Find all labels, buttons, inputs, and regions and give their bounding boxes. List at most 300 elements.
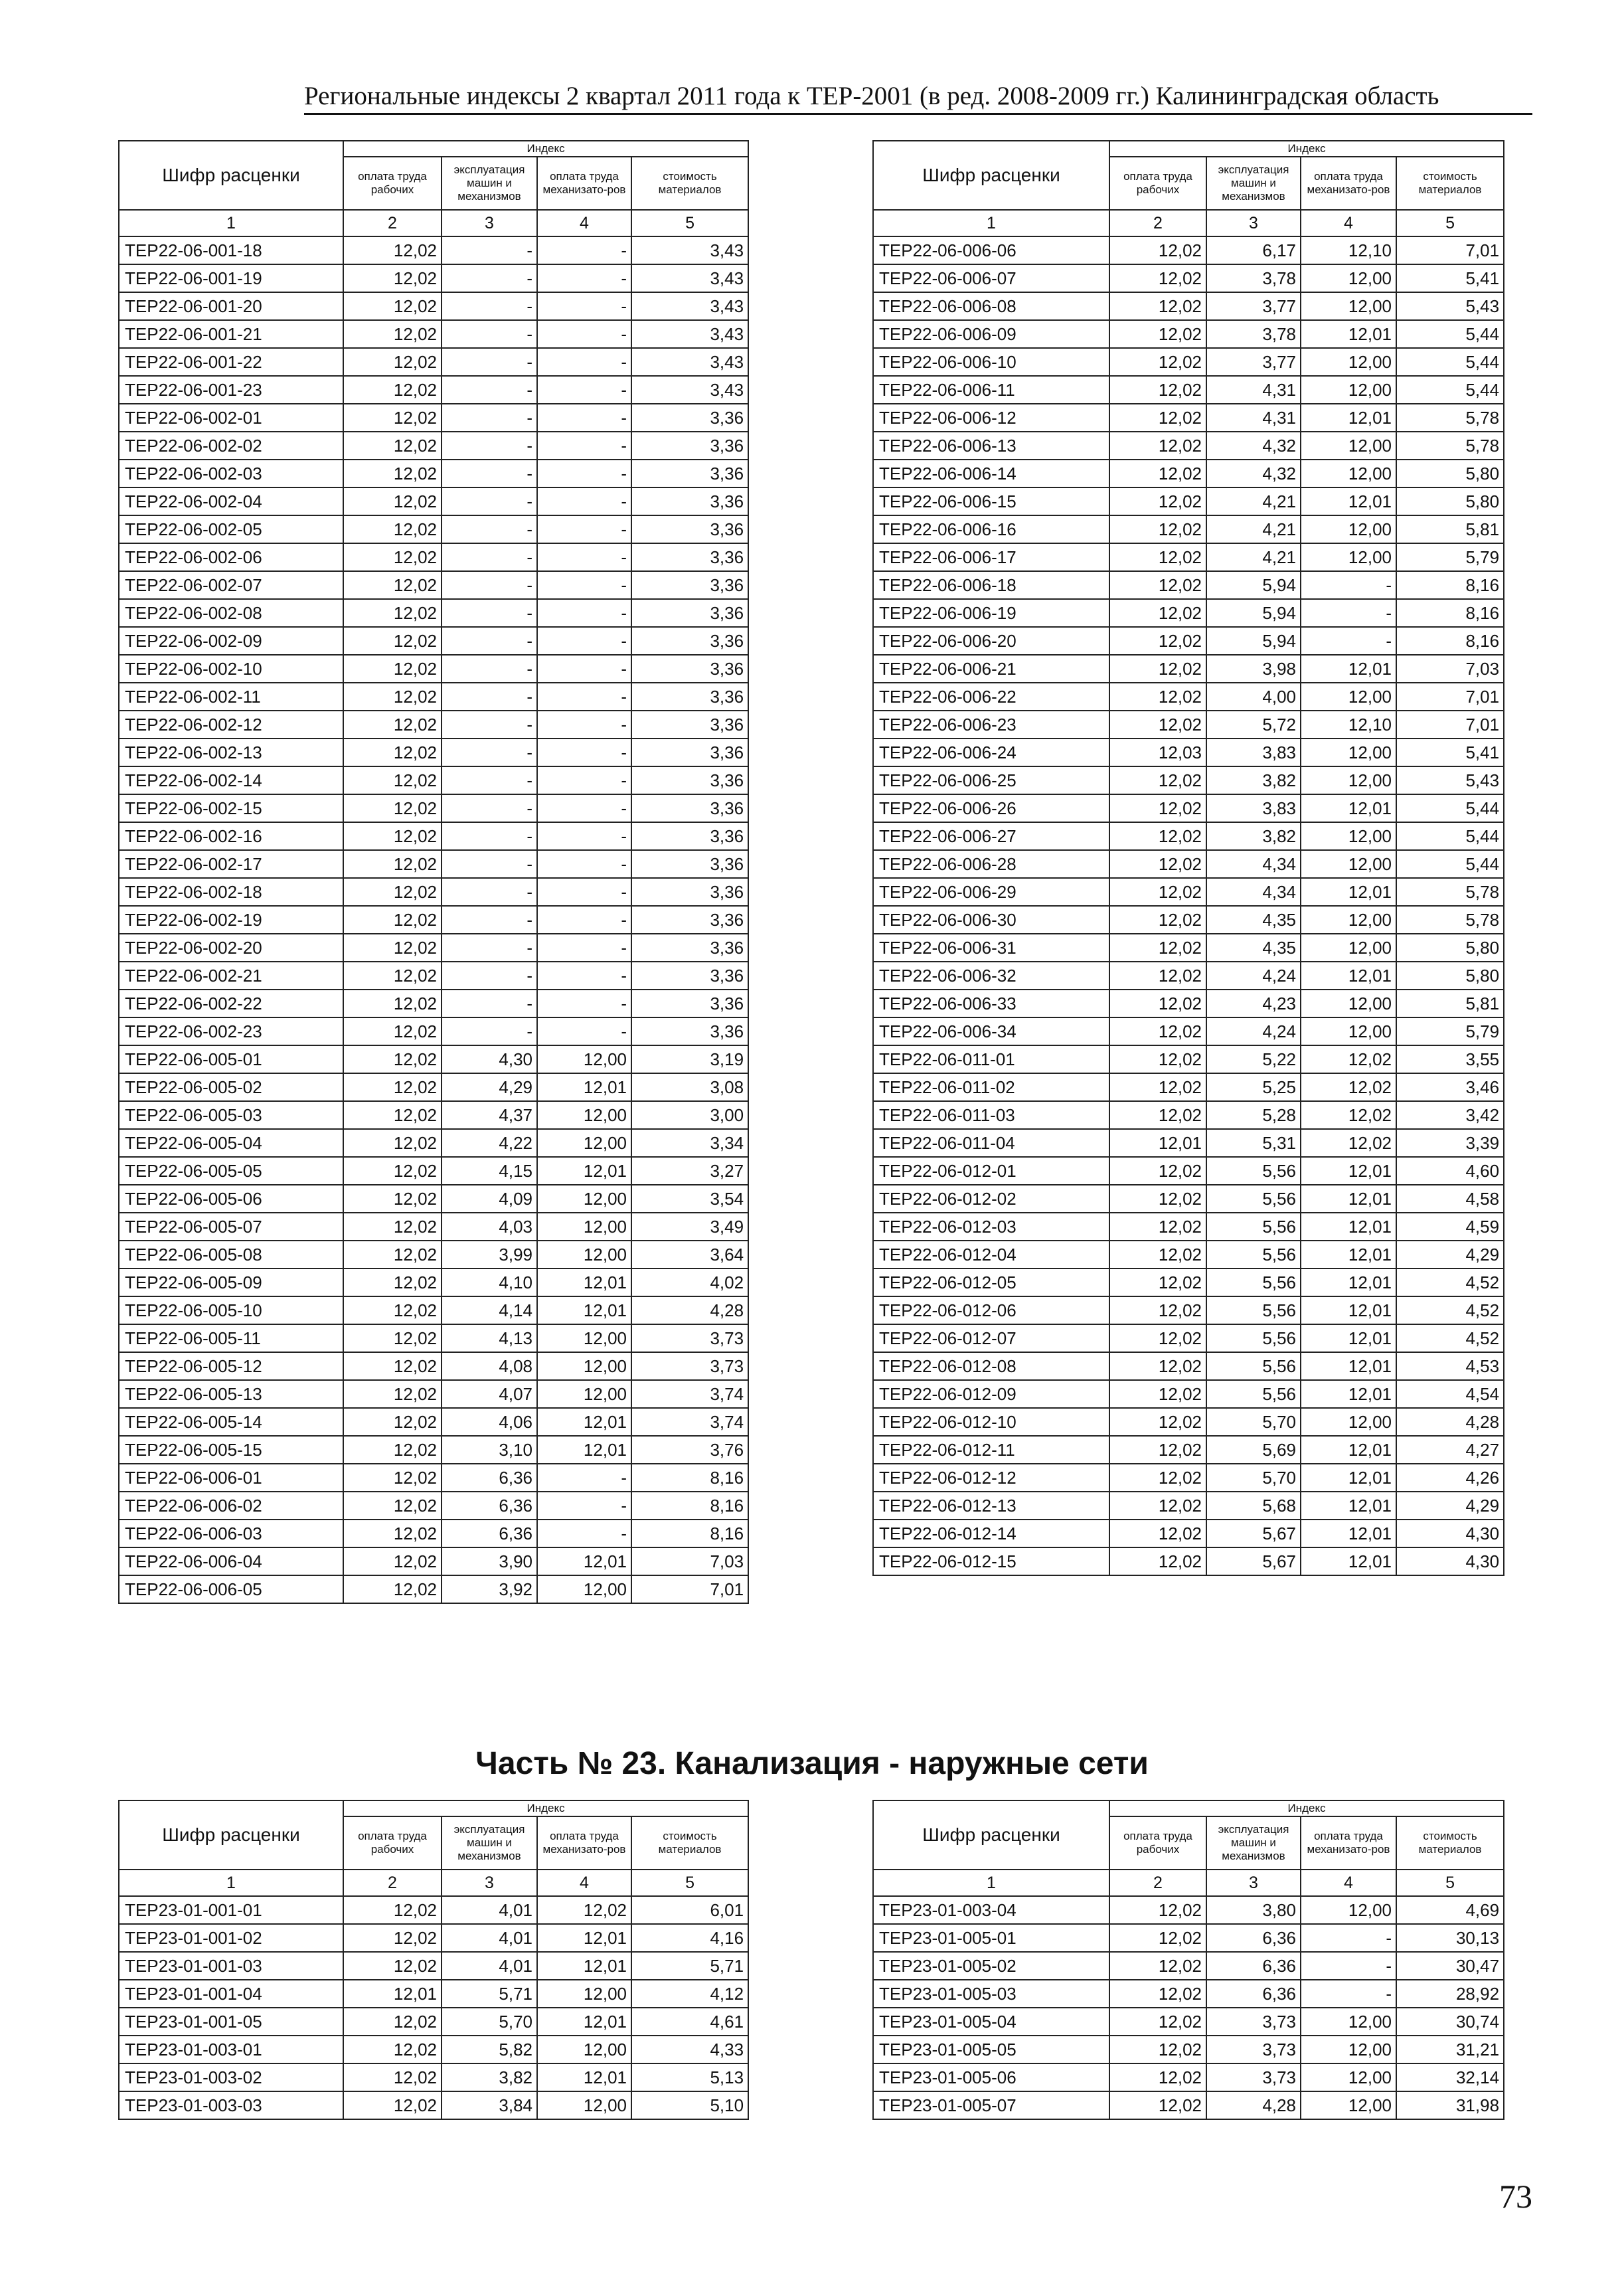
column-number: 1 bbox=[119, 1870, 343, 1896]
materials-index-cell: 4,27 bbox=[1396, 1436, 1504, 1464]
rate-code-cell: ТЕР22-06-002-20 bbox=[119, 934, 343, 962]
operators-index-cell: - bbox=[537, 822, 631, 850]
machines-index-cell: 3,82 bbox=[442, 2063, 537, 2091]
materials-index-cell: 3,36 bbox=[631, 878, 748, 906]
labor-index-cell: 12,02 bbox=[343, 320, 442, 348]
operators-index-cell: 12,00 bbox=[1301, 683, 1396, 711]
operators-index-cell: 12,00 bbox=[1301, 990, 1396, 1017]
rate-code-cell: ТЕР22-06-012-10 bbox=[873, 1408, 1109, 1436]
table-row bbox=[119, 990, 748, 1017]
column-number: 5 bbox=[1396, 1870, 1504, 1896]
materials-index-cell: 7,03 bbox=[1396, 655, 1504, 683]
header-number-row bbox=[873, 1870, 1504, 1896]
operators-index-cell: 12,00 bbox=[1301, 460, 1396, 487]
machines-index-cell: 4,07 bbox=[442, 1380, 537, 1408]
column-number: 4 bbox=[537, 1870, 631, 1896]
materials-index-cell: 3,43 bbox=[631, 236, 748, 264]
table-row bbox=[873, 2008, 1504, 2036]
labor-index-cell: 12,02 bbox=[1109, 1896, 1206, 1924]
labor-index-cell: 12,02 bbox=[1109, 599, 1206, 627]
materials-index-cell: 4,52 bbox=[1396, 1268, 1504, 1296]
table-row bbox=[873, 292, 1504, 320]
materials-index-cell: 3,36 bbox=[631, 990, 748, 1017]
rate-code-cell: ТЕР22-06-012-08 bbox=[873, 1352, 1109, 1380]
header-materials: стоимость материалов bbox=[631, 1816, 748, 1870]
materials-index-cell: 3,43 bbox=[631, 292, 748, 320]
labor-index-cell: 12,02 bbox=[343, 1575, 442, 1603]
labor-index-cell: 12,02 bbox=[1109, 236, 1206, 264]
rate-code-cell: ТЕР22-06-002-15 bbox=[119, 794, 343, 822]
operators-index-cell: 12,00 bbox=[537, 1352, 631, 1380]
labor-index-cell: 12,02 bbox=[1109, 1268, 1206, 1296]
labor-index-cell: 12,02 bbox=[343, 460, 442, 487]
machines-index-cell: - bbox=[442, 962, 537, 990]
labor-index-cell: 12,02 bbox=[343, 543, 442, 571]
column-number: 1 bbox=[873, 1870, 1109, 1896]
operators-index-cell: 12,00 bbox=[1301, 2008, 1396, 2036]
operators-index-cell: 12,10 bbox=[1301, 236, 1396, 264]
header-machines: эксплуатация машин и механизмов bbox=[442, 157, 537, 210]
section-title: Часть № 23. Канализация - наружные сети bbox=[475, 1746, 1149, 1781]
materials-index-cell: 7,03 bbox=[631, 1547, 748, 1575]
rate-code-cell: ТЕР22-06-012-05 bbox=[873, 1268, 1109, 1296]
table-row bbox=[119, 1157, 748, 1185]
machines-index-cell: 4,31 bbox=[1206, 376, 1301, 404]
table-row bbox=[119, 264, 748, 292]
machines-index-cell: 3,77 bbox=[1206, 292, 1301, 320]
column-number: 1 bbox=[119, 210, 343, 236]
labor-index-cell: 12,02 bbox=[343, 739, 442, 766]
operators-index-cell: - bbox=[537, 683, 631, 711]
machines-index-cell: 4,35 bbox=[1206, 934, 1301, 962]
table-row bbox=[873, 1017, 1504, 1045]
machines-index-cell: 5,56 bbox=[1206, 1268, 1301, 1296]
header-number-row bbox=[873, 210, 1504, 236]
table-row bbox=[873, 236, 1504, 264]
table-row bbox=[873, 1464, 1504, 1492]
labor-index-cell: 12,02 bbox=[343, 264, 442, 292]
operators-index-cell: 12,01 bbox=[1301, 320, 1396, 348]
machines-index-cell: 5,56 bbox=[1206, 1241, 1301, 1268]
materials-index-cell: 5,13 bbox=[631, 2063, 748, 2091]
labor-index-cell: 12,02 bbox=[1109, 1547, 1206, 1575]
materials-index-cell: 3,74 bbox=[631, 1380, 748, 1408]
table-row bbox=[873, 571, 1504, 599]
rate-code-cell: ТЕР22-06-006-10 bbox=[873, 348, 1109, 376]
operators-index-cell: - bbox=[537, 236, 631, 264]
table-row bbox=[119, 2036, 748, 2063]
labor-index-cell: 12,02 bbox=[1109, 1408, 1206, 1436]
operators-index-cell: 12,00 bbox=[537, 1380, 631, 1408]
rate-code-cell: ТЕР22-06-012-06 bbox=[873, 1296, 1109, 1324]
labor-index-cell: 12,02 bbox=[343, 1213, 442, 1241]
labor-index-cell: 12,02 bbox=[1109, 1241, 1206, 1268]
machines-index-cell: - bbox=[442, 1017, 537, 1045]
table-row bbox=[119, 878, 748, 906]
machines-index-cell: - bbox=[442, 627, 537, 655]
materials-index-cell: 3,36 bbox=[631, 432, 748, 460]
labor-index-cell: 12,02 bbox=[343, 850, 442, 878]
page-number: 73 bbox=[1499, 2178, 1532, 2215]
machines-index-cell: 4,13 bbox=[442, 1324, 537, 1352]
materials-index-cell: 3,46 bbox=[1396, 1073, 1504, 1101]
rate-code-cell: ТЕР22-06-006-26 bbox=[873, 794, 1109, 822]
materials-index-cell: 3,36 bbox=[631, 515, 748, 543]
machines-index-cell: 4,00 bbox=[1206, 683, 1301, 711]
operators-index-cell: 12,01 bbox=[1301, 1268, 1396, 1296]
machines-index-cell: 4,31 bbox=[1206, 404, 1301, 432]
table-row bbox=[119, 1045, 748, 1073]
operators-index-cell: 12,00 bbox=[1301, 766, 1396, 794]
labor-index-cell: 12,02 bbox=[343, 766, 442, 794]
labor-index-cell: 12,02 bbox=[1109, 1296, 1206, 1324]
table-row bbox=[119, 1408, 748, 1436]
materials-index-cell: 3,27 bbox=[631, 1157, 748, 1185]
labor-index-cell: 12,02 bbox=[343, 1896, 442, 1924]
header-row bbox=[119, 141, 748, 157]
machines-index-cell: 6,36 bbox=[1206, 1980, 1301, 2008]
machines-index-cell: 5,94 bbox=[1206, 599, 1301, 627]
operators-index-cell: 12,01 bbox=[537, 2008, 631, 2036]
operators-index-cell: 12,01 bbox=[537, 2063, 631, 2091]
rate-table-part22-right bbox=[872, 140, 1504, 1576]
materials-index-cell: 3,34 bbox=[631, 1129, 748, 1157]
table-row bbox=[119, 1547, 748, 1575]
machines-index-cell: 5,71 bbox=[442, 1980, 537, 2008]
operators-index-cell: - bbox=[537, 432, 631, 460]
materials-index-cell: 5,80 bbox=[1396, 934, 1504, 962]
materials-index-cell: 3,36 bbox=[631, 711, 748, 739]
table-row bbox=[873, 2036, 1504, 2063]
rate-code-cell: ТЕР22-06-006-03 bbox=[119, 1520, 343, 1547]
machines-index-cell: 6,36 bbox=[1206, 1924, 1301, 1952]
machines-index-cell: 4,14 bbox=[442, 1296, 537, 1324]
materials-index-cell: 5,44 bbox=[1396, 794, 1504, 822]
operators-index-cell: 12,01 bbox=[1301, 1185, 1396, 1213]
operators-index-cell: - bbox=[537, 655, 631, 683]
header-index: Индекс bbox=[343, 1800, 748, 1816]
machines-index-cell: 5,67 bbox=[1206, 1520, 1301, 1547]
rate-table-part23-left bbox=[118, 1800, 749, 2120]
header-code: Шифр расценки bbox=[119, 1800, 343, 1870]
materials-index-cell: 5,43 bbox=[1396, 292, 1504, 320]
materials-index-cell: 4,02 bbox=[631, 1268, 748, 1296]
header-machines: эксплуатация машин и механизмов bbox=[442, 1816, 537, 1870]
rate-code-cell: ТЕР22-06-005-03 bbox=[119, 1101, 343, 1129]
operators-index-cell: 12,00 bbox=[1301, 376, 1396, 404]
operators-index-cell: - bbox=[537, 850, 631, 878]
table-row bbox=[873, 376, 1504, 404]
machines-index-cell: 4,22 bbox=[442, 1129, 537, 1157]
header-row bbox=[873, 141, 1504, 157]
labor-index-cell: 12,02 bbox=[343, 599, 442, 627]
operators-index-cell: - bbox=[537, 320, 631, 348]
labor-index-cell: 12,01 bbox=[343, 1980, 442, 2008]
table-row bbox=[873, 850, 1504, 878]
machines-index-cell: 5,22 bbox=[1206, 1045, 1301, 1073]
materials-index-cell: 5,71 bbox=[631, 1952, 748, 1980]
materials-index-cell: 3,36 bbox=[631, 906, 748, 934]
labor-index-cell: 12,02 bbox=[1109, 1352, 1206, 1380]
operators-index-cell: 12,01 bbox=[537, 1547, 631, 1575]
machines-index-cell: 4,28 bbox=[1206, 2091, 1301, 2119]
rate-code-cell: ТЕР22-06-005-08 bbox=[119, 1241, 343, 1268]
operators-index-cell: - bbox=[537, 711, 631, 739]
machines-index-cell: - bbox=[442, 543, 537, 571]
operators-index-cell: 12,01 bbox=[537, 1296, 631, 1324]
rate-code-cell: ТЕР22-06-005-04 bbox=[119, 1129, 343, 1157]
machines-index-cell: 4,21 bbox=[1206, 487, 1301, 515]
rate-code-cell: ТЕР22-06-005-15 bbox=[119, 1436, 343, 1464]
operators-index-cell: - bbox=[537, 460, 631, 487]
table-row bbox=[873, 515, 1504, 543]
table-row bbox=[119, 1924, 748, 1952]
labor-index-cell: 12,02 bbox=[343, 2063, 442, 2091]
table-row bbox=[119, 962, 748, 990]
operators-index-cell: 12,00 bbox=[537, 2091, 631, 2119]
rate-code-cell: ТЕР22-06-006-31 bbox=[873, 934, 1109, 962]
machines-index-cell: 5,70 bbox=[1206, 1408, 1301, 1436]
table-row bbox=[119, 822, 748, 850]
machines-index-cell: 3,83 bbox=[1206, 739, 1301, 766]
rate-code-cell: ТЕР22-06-005-14 bbox=[119, 1408, 343, 1436]
machines-index-cell: 4,01 bbox=[442, 1952, 537, 1980]
machines-index-cell: - bbox=[442, 348, 537, 376]
labor-index-cell: 12,02 bbox=[1109, 822, 1206, 850]
rate-code-cell: ТЕР22-06-002-09 bbox=[119, 627, 343, 655]
rate-code-cell: ТЕР23-01-005-06 bbox=[873, 2063, 1109, 2091]
operators-index-cell: 12,10 bbox=[1301, 711, 1396, 739]
materials-index-cell: 8,16 bbox=[1396, 599, 1504, 627]
rate-code-cell: ТЕР22-06-005-13 bbox=[119, 1380, 343, 1408]
operators-index-cell: 12,00 bbox=[1301, 2036, 1396, 2063]
operators-index-cell: 12,01 bbox=[537, 1924, 631, 1952]
header-code: Шифр расценки bbox=[119, 141, 343, 210]
rate-code-cell: ТЕР22-06-001-19 bbox=[119, 264, 343, 292]
labor-index-cell: 12,02 bbox=[1109, 571, 1206, 599]
operators-index-cell: 12,02 bbox=[1301, 1101, 1396, 1129]
labor-index-cell: 12,02 bbox=[1109, 1380, 1206, 1408]
machines-index-cell: 3,92 bbox=[442, 1575, 537, 1603]
labor-index-cell: 12,02 bbox=[1109, 292, 1206, 320]
rate-code-cell: ТЕР22-06-006-22 bbox=[873, 683, 1109, 711]
header-materials: стоимость материалов bbox=[1396, 1816, 1504, 1870]
column-number: 3 bbox=[1206, 1870, 1301, 1896]
machines-index-cell: 5,56 bbox=[1206, 1185, 1301, 1213]
labor-index-cell: 12,02 bbox=[1109, 376, 1206, 404]
rate-code-cell: ТЕР23-01-003-01 bbox=[119, 2036, 343, 2063]
labor-index-cell: 12,02 bbox=[343, 1157, 442, 1185]
table-row bbox=[119, 1129, 748, 1157]
rate-code-cell: ТЕР22-06-011-04 bbox=[873, 1129, 1109, 1157]
table-row bbox=[119, 1520, 748, 1547]
operators-index-cell: - bbox=[537, 348, 631, 376]
labor-index-cell: 12,02 bbox=[343, 432, 442, 460]
operators-index-cell: 12,00 bbox=[537, 1980, 631, 2008]
materials-index-cell: 3,76 bbox=[631, 1436, 748, 1464]
machines-index-cell: - bbox=[442, 264, 537, 292]
table-row bbox=[119, 1101, 748, 1129]
machines-index-cell: - bbox=[442, 376, 537, 404]
table-row bbox=[873, 962, 1504, 990]
labor-index-cell: 12,02 bbox=[343, 1129, 442, 1157]
materials-index-cell: 4,61 bbox=[631, 2008, 748, 2036]
rate-code-cell: ТЕР22-06-002-18 bbox=[119, 878, 343, 906]
table-row bbox=[873, 1324, 1504, 1352]
materials-index-cell: 3,19 bbox=[631, 1045, 748, 1073]
labor-index-cell: 12,02 bbox=[343, 1380, 442, 1408]
labor-index-cell: 12,02 bbox=[343, 822, 442, 850]
column-number: 2 bbox=[343, 1870, 442, 1896]
materials-index-cell: 5,81 bbox=[1396, 515, 1504, 543]
materials-index-cell: 5,10 bbox=[631, 2091, 748, 2119]
machines-index-cell: 5,56 bbox=[1206, 1213, 1301, 1241]
labor-index-cell: 12,02 bbox=[343, 1408, 442, 1436]
table-row bbox=[119, 906, 748, 934]
materials-index-cell: 3,36 bbox=[631, 1017, 748, 1045]
labor-index-cell: 12,02 bbox=[1109, 766, 1206, 794]
table-row bbox=[119, 2063, 748, 2091]
materials-index-cell: 3,36 bbox=[631, 627, 748, 655]
materials-index-cell: 5,41 bbox=[1396, 264, 1504, 292]
labor-index-cell: 12,02 bbox=[1109, 1157, 1206, 1185]
rate-code-cell: ТЕР22-06-002-06 bbox=[119, 543, 343, 571]
operators-index-cell: 12,01 bbox=[1301, 878, 1396, 906]
rate-code-cell: ТЕР22-06-002-08 bbox=[119, 599, 343, 627]
rate-code-cell: ТЕР22-06-006-30 bbox=[873, 906, 1109, 934]
header-number-row bbox=[119, 1870, 748, 1896]
table-row bbox=[119, 766, 748, 794]
header-number-row bbox=[119, 210, 748, 236]
rate-code-cell: ТЕР22-06-006-27 bbox=[873, 822, 1109, 850]
operators-index-cell: 12,00 bbox=[537, 1129, 631, 1157]
table-row bbox=[119, 487, 748, 515]
machines-index-cell: 4,06 bbox=[442, 1408, 537, 1436]
rate-code-cell: ТЕР22-06-006-02 bbox=[119, 1492, 343, 1520]
operators-index-cell: 12,00 bbox=[537, 1324, 631, 1352]
labor-index-cell: 12,02 bbox=[1109, 1324, 1206, 1352]
table-row bbox=[873, 1268, 1504, 1296]
machines-index-cell: 5,72 bbox=[1206, 711, 1301, 739]
column-number: 4 bbox=[537, 210, 631, 236]
machines-index-cell: 4,29 bbox=[442, 1073, 537, 1101]
operators-index-cell: - bbox=[537, 264, 631, 292]
rate-code-cell: ТЕР22-06-005-02 bbox=[119, 1073, 343, 1101]
rate-code-cell: ТЕР22-06-011-01 bbox=[873, 1045, 1109, 1073]
rate-code-cell: ТЕР22-06-005-01 bbox=[119, 1045, 343, 1073]
machines-index-cell: 3,90 bbox=[442, 1547, 537, 1575]
machines-index-cell: 4,01 bbox=[442, 1924, 537, 1952]
machines-index-cell: 5,28 bbox=[1206, 1101, 1301, 1129]
materials-index-cell: 4,30 bbox=[1396, 1520, 1504, 1547]
materials-index-cell: 4,54 bbox=[1396, 1380, 1504, 1408]
rate-code-cell: ТЕР22-06-006-13 bbox=[873, 432, 1109, 460]
operators-index-cell: - bbox=[1301, 1952, 1396, 1980]
table-row bbox=[119, 348, 748, 376]
rate-code-cell: ТЕР22-06-011-03 bbox=[873, 1101, 1109, 1129]
rate-code-cell: ТЕР22-06-006-12 bbox=[873, 404, 1109, 432]
materials-index-cell: 8,16 bbox=[631, 1464, 748, 1492]
labor-index-cell: 12,02 bbox=[1109, 432, 1206, 460]
table-row bbox=[873, 1380, 1504, 1408]
machines-index-cell: 5,68 bbox=[1206, 1492, 1301, 1520]
labor-index-cell: 12,02 bbox=[343, 1073, 442, 1101]
table-row bbox=[873, 878, 1504, 906]
machines-index-cell: 6,17 bbox=[1206, 236, 1301, 264]
operators-index-cell: 12,00 bbox=[1301, 1896, 1396, 1924]
table-row bbox=[119, 543, 748, 571]
table-row bbox=[873, 1408, 1504, 1436]
rate-code-cell: ТЕР22-06-012-09 bbox=[873, 1380, 1109, 1408]
machines-index-cell: 4,32 bbox=[1206, 432, 1301, 460]
machines-index-cell: 3,73 bbox=[1206, 2036, 1301, 2063]
rate-code-cell: ТЕР22-06-001-23 bbox=[119, 376, 343, 404]
machines-index-cell: 4,24 bbox=[1206, 1017, 1301, 1045]
table-row bbox=[119, 515, 748, 543]
table-row bbox=[873, 822, 1504, 850]
labor-index-cell: 12,02 bbox=[343, 1547, 442, 1575]
materials-index-cell: 4,69 bbox=[1396, 1896, 1504, 1924]
labor-index-cell: 12,02 bbox=[1109, 655, 1206, 683]
materials-index-cell: 5,81 bbox=[1396, 990, 1504, 1017]
machines-index-cell: - bbox=[442, 822, 537, 850]
table-row bbox=[119, 1436, 748, 1464]
rate-code-cell: ТЕР22-06-006-17 bbox=[873, 543, 1109, 571]
labor-index-cell: 12,02 bbox=[1109, 711, 1206, 739]
materials-index-cell: 5,44 bbox=[1396, 822, 1504, 850]
rate-code-cell: ТЕР23-01-005-01 bbox=[873, 1924, 1109, 1952]
rate-code-cell: ТЕР22-06-002-04 bbox=[119, 487, 343, 515]
labor-index-cell: 12,02 bbox=[343, 655, 442, 683]
materials-index-cell: 3,42 bbox=[1396, 1101, 1504, 1129]
labor-index-cell: 12,02 bbox=[343, 292, 442, 320]
rate-code-cell: ТЕР23-01-005-05 bbox=[873, 2036, 1109, 2063]
machines-index-cell: 5,94 bbox=[1206, 627, 1301, 655]
materials-index-cell: 4,29 bbox=[1396, 1492, 1504, 1520]
machines-index-cell: - bbox=[442, 487, 537, 515]
table-row bbox=[873, 711, 1504, 739]
labor-index-cell: 12,02 bbox=[343, 1045, 442, 1073]
materials-index-cell: 5,80 bbox=[1396, 460, 1504, 487]
operators-index-cell: - bbox=[537, 794, 631, 822]
table-row bbox=[119, 236, 748, 264]
table-row bbox=[873, 1129, 1504, 1157]
operators-index-cell: 12,01 bbox=[1301, 1157, 1396, 1185]
rate-code-cell: ТЕР22-06-005-09 bbox=[119, 1268, 343, 1296]
labor-index-cell: 12,02 bbox=[343, 711, 442, 739]
table-row bbox=[873, 794, 1504, 822]
header-row bbox=[873, 1800, 1504, 1816]
rate-code-cell: ТЕР22-06-002-16 bbox=[119, 822, 343, 850]
materials-index-cell: 4,58 bbox=[1396, 1185, 1504, 1213]
table-row bbox=[873, 1980, 1504, 2008]
labor-index-cell: 12,02 bbox=[1109, 2063, 1206, 2091]
header-materials: стоимость материалов bbox=[631, 157, 748, 210]
table-row bbox=[119, 2008, 748, 2036]
materials-index-cell: 4,53 bbox=[1396, 1352, 1504, 1380]
rate-code-cell: ТЕР22-06-006-24 bbox=[873, 739, 1109, 766]
materials-index-cell: 7,01 bbox=[1396, 711, 1504, 739]
labor-index-cell: 12,02 bbox=[1109, 906, 1206, 934]
labor-index-cell: 12,02 bbox=[1109, 487, 1206, 515]
labor-index-cell: 12,02 bbox=[1109, 1436, 1206, 1464]
rate-code-cell: ТЕР22-06-005-10 bbox=[119, 1296, 343, 1324]
operators-index-cell: 12,02 bbox=[1301, 1073, 1396, 1101]
table-row bbox=[873, 264, 1504, 292]
operators-index-cell: 12,00 bbox=[1301, 906, 1396, 934]
table-row bbox=[119, 1896, 748, 1924]
labor-index-cell: 12,02 bbox=[343, 2036, 442, 2063]
